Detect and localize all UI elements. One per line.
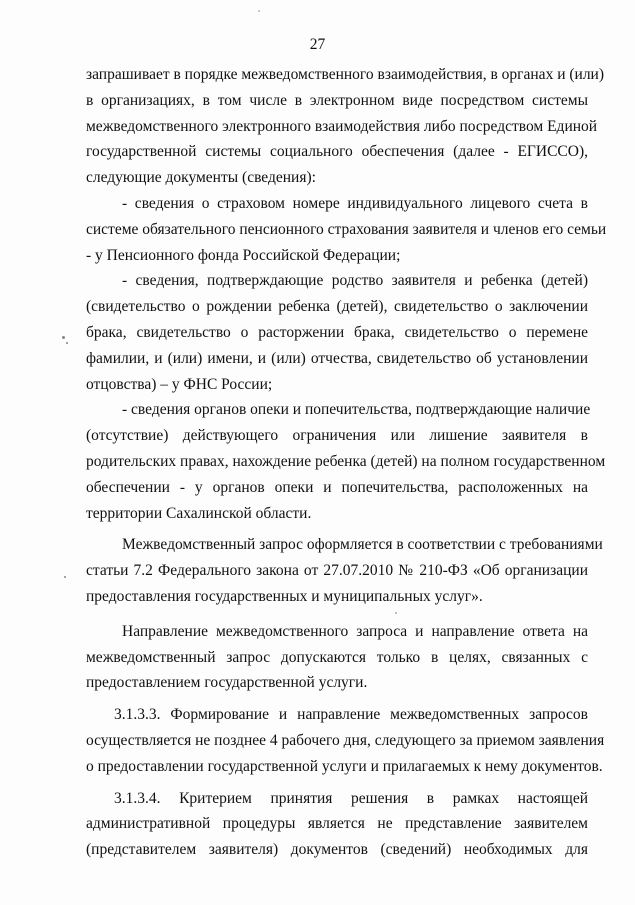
paragraph-section-3-1-3-3 [86,702,605,779]
text-line: запрашивает в порядке межведомственного взаимодействия, в органах и (или) [86,66,605,83]
text-line: отцовства) – у ФНС России; [86,375,273,393]
text-line: (свидетельство о рождении ребенка (детей), свидетельство о заключении [86,298,588,316]
scan-speck [62,336,65,339]
text-line: - сведения органов опеки и попечительства, подтверждающие наличие [122,401,591,419]
paragraph-section-3-1-3-4 [86,786,588,863]
text-line: - сведения, подтверждающие родство заявителя и ребенка (детей) [122,272,588,290]
text-line: 3.1.3.3. Формирование и направление межведомственных запросов [114,706,588,724]
text-line: (представителем заявителя) документов (сведений) необходимых для [86,841,588,859]
paragraph-request-documents [86,62,605,191]
scan-speck [258,10,260,12]
text-line: обеспечении - у органов опеки и попечительства, расположенных на [86,478,588,496]
text-line: системе обязательного пенсионного страхования заявителя и членов его семьи [86,220,607,238]
text-line: брака, свидетельство о расторжении брака, свидетельство о перемене [86,323,588,341]
text-line: статьи 7.2 Федерального закона от 27.07.2010 № 210-ФЗ «Об организации [86,562,588,580]
paragraph-guardianship-item [86,397,606,526]
scan-speck [64,576,66,578]
text-line: осуществляется не позднее 4 рабочего дня, следующего за приемом заявления [86,731,605,749]
text-line: межведомственный запрос допускаются только в целях, связанных с [86,648,588,666]
paragraph-fns-item [86,268,588,397]
scan-speck [66,342,68,344]
page-number: 27 [309,36,326,53]
text-line: государственной системы социального обеспечения (далее - ЕГИССО), [86,143,588,161]
text-line: административной процедуры является не представление заявителем [86,815,588,833]
text-line: родительских правах, нахождение ребенка (детей) на полном государственном [86,452,606,470]
document-body [86,62,607,863]
text-line: фамилии, и (или) имени, и (или) отчества, свидетельство об установлении [86,349,588,367]
text-line: предоставлением государственной услуги. [86,674,368,692]
scan-speck [395,612,397,614]
paragraph-interagency-request-form [86,532,603,609]
text-line: Межведомственный запрос оформляется в соответствии с требованиями [122,536,603,554]
text-line: территории Сахалинской области. [86,504,312,522]
text-line: о предоставлении государственной услуги и прилагаемых к нему документов. [86,757,603,775]
paragraph-pension-fund-item [86,191,607,268]
text-line: - сведения о страховом номере индивидуального лицевого счета в [122,194,588,212]
text-line: Направление межведомственного запроса и направление ответа на [122,622,588,640]
text-line: в организациях, в том числе в электронном виде посредством системы [86,91,588,109]
text-line: - у Пенсионного фонда Российской Федерации; [86,246,401,264]
text-line: предоставления государственных и муниципальных услуг». [86,587,483,605]
text-line: (отсутствие) действующего ограничения или лишение заявителя в [86,427,588,445]
text-line: 3.1.3.4. Критерием принятия решения в рамках настоящей [114,789,588,807]
text-line: следующие документы (сведения): [86,169,316,187]
text-line: межведомственного электронного взаимодействия либо посредством Единой [86,117,598,135]
paragraph-interagency-request-purpose [86,619,588,696]
